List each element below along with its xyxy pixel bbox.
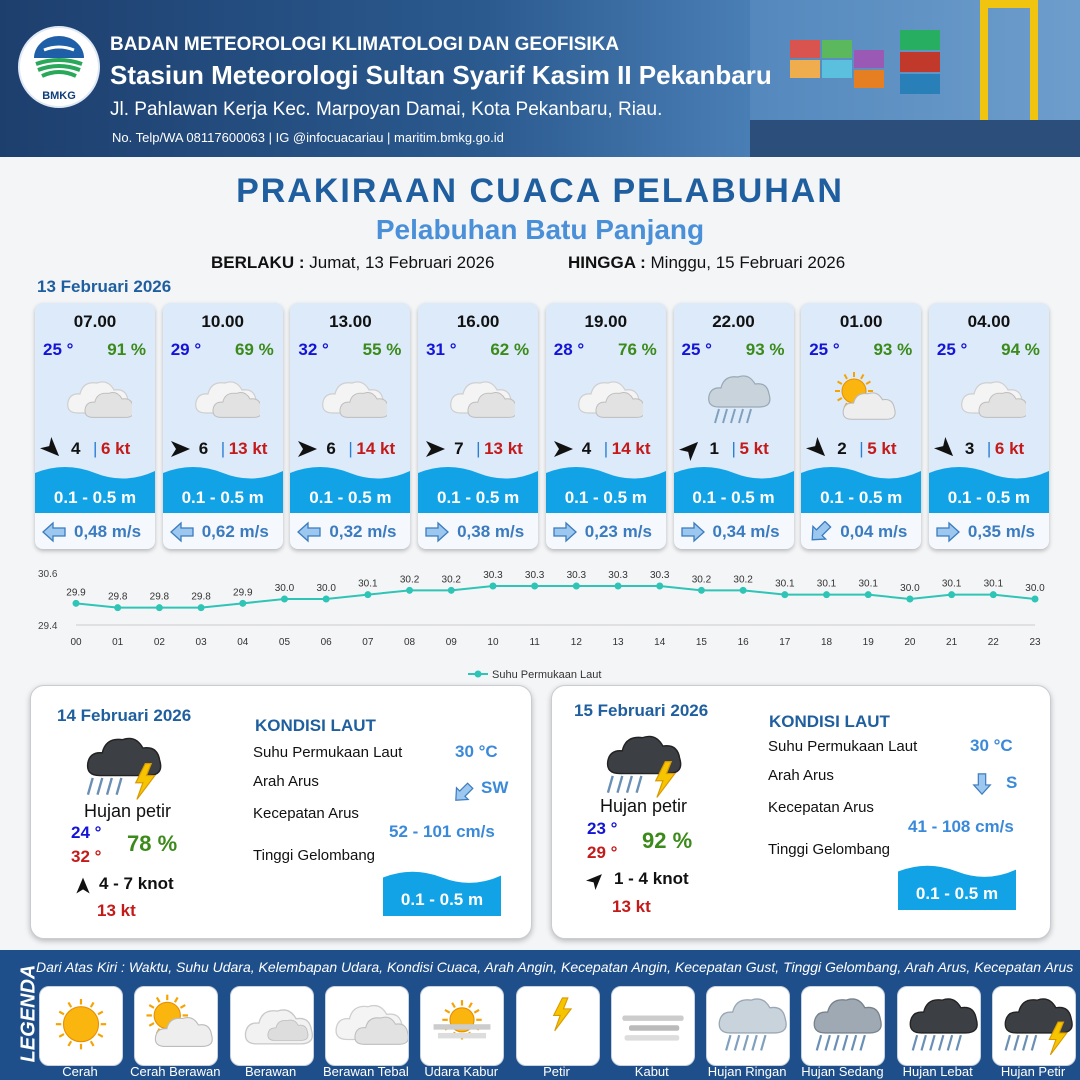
forecast-time: 13.00: [329, 312, 372, 331]
sst-data-label: 29.9: [66, 587, 86, 599]
x-tick-label: 21: [946, 637, 958, 648]
legend-item: [34, 986, 126, 1079]
sst-data-label: 30.1: [816, 578, 837, 590]
gust-speed: 6 kt: [994, 439, 1025, 458]
x-tick-label: 20: [904, 637, 916, 648]
wind-speed: 7: [454, 439, 464, 458]
current-direction-arrow-icon: [970, 773, 994, 800]
sst-data-label: 30.1: [858, 578, 878, 590]
gust-separator: |: [859, 439, 864, 458]
current-speed-value: 52 - 101 cm/s: [389, 822, 495, 841]
legend-icon-box: [897, 986, 981, 1066]
sst-value: 30 °C: [970, 736, 1013, 755]
current-row: [801, 513, 921, 549]
gust-speed: 14 kt: [611, 439, 651, 458]
gust-separator: |: [986, 439, 992, 458]
wind-direction-arrow-icon: [168, 437, 192, 461]
x-tick-label: 19: [862, 637, 874, 648]
legend-marker: [475, 671, 482, 678]
port-name: Pelabuhan Batu Panjang: [375, 214, 705, 245]
gust-separator: |: [93, 439, 98, 458]
sst-point: [615, 583, 622, 590]
current-row: [674, 513, 794, 549]
x-tick-label: 16: [737, 637, 749, 648]
sst-data-label: 30.1: [775, 578, 795, 590]
legend-item-label: Hujan Sedang: [801, 1064, 884, 1079]
legend-item-label: Berawan: [244, 1064, 297, 1079]
wind-speed: 2: [837, 439, 847, 458]
legend-icon-box: [706, 986, 790, 1066]
legend-item-label: Udara Kabur: [424, 1064, 499, 1079]
current-speed: 0,38 m/s: [457, 522, 525, 541]
forecast-card: [801, 303, 921, 549]
current-row: [546, 513, 666, 549]
cerah-berawan-icon: [135, 987, 217, 1057]
wind-speed: 6: [198, 439, 209, 458]
sst-point: [489, 583, 496, 590]
sst-point: [406, 587, 413, 594]
current-speed: 0,48 m/s: [74, 522, 142, 541]
hujan-petir-icon: [76, 728, 162, 804]
sst-point: [156, 604, 163, 611]
bmkg-logo: [18, 26, 100, 108]
humidity: 91 %: [107, 340, 146, 359]
logo-text: BMKG: [42, 90, 76, 102]
valid-to: [568, 253, 845, 273]
air-temperature: 25 °: [809, 340, 840, 359]
berawan-icon: [231, 987, 313, 1057]
sst-data-label: 30.1: [941, 578, 962, 590]
sst-data-label: 30.0: [274, 583, 295, 594]
gust-speed: 6 kt: [101, 439, 131, 458]
hujan-lebat-icon: [898, 987, 980, 1057]
current-speed: 0,34 m/s: [712, 522, 780, 541]
gust-speed: 13 kt: [484, 439, 523, 458]
sst-point: [990, 591, 997, 598]
org-name: BADAN METEOROLOGI KLIMATOLOGI DAN GEOFISIKA: [110, 34, 620, 55]
hujan-sedang-icon: [802, 987, 884, 1057]
current-direction-arrow-icon: [935, 521, 961, 543]
sst-point: [906, 596, 913, 603]
forecast-time: 19.00: [584, 312, 628, 331]
legend-icon-box: [801, 986, 885, 1066]
legend-item: [796, 986, 888, 1079]
kabut-icon: [612, 987, 694, 1057]
sea-condition-heading: KONDISI LAUT: [255, 716, 376, 735]
current-direction-value: SW: [481, 778, 509, 797]
wave-height: 0.1 - 0.5 m: [947, 488, 1030, 507]
berawan-tebal-icon: [954, 369, 1026, 429]
sea-condition-heading: KONDISI LAUT: [769, 712, 890, 731]
current-row: [35, 513, 155, 549]
sst-data-label: 29.8: [149, 591, 170, 603]
wind-direction-arrow-icon: [934, 437, 958, 461]
sst-point: [281, 596, 288, 603]
wave-height: 0.1 - 0.5 m: [309, 488, 392, 507]
legend-item-label: Hujan Lebat: [902, 1064, 973, 1079]
wind-direction-arrow-icon: [40, 437, 64, 461]
station-address: Jl. Pahlawan Kerja Kec. Marpoyan Damai, Kota Pekanbaru, Riau.: [110, 99, 663, 120]
legend-icon-box: [134, 986, 218, 1066]
legend-item-label: Cerah Berawan: [130, 1064, 221, 1079]
humidity: 93 %: [873, 340, 913, 359]
forecast-card: [546, 303, 666, 549]
sst-point: [323, 596, 330, 603]
legend-note: Dari Atas Kiri : Waktu, Suhu Udara, Kelembapan Udara, Kondisi Cuaca, Arah Angin, Kecepatan Angin, Kecepatan Gust, Tinggi Gelombang, Arah Arus, Kecepatan Arus: [36, 959, 1074, 975]
forecast-time: 01.00: [839, 312, 883, 331]
hujan-petir-icon: [993, 987, 1075, 1057]
current-speed: 0,35 m/s: [967, 522, 1035, 541]
current-direction-label: Arah Arus: [253, 773, 319, 790]
wind-direction-arrow-icon: [423, 437, 447, 461]
station-name: Stasiun Meteorologi Sultan Syarif Kasim II Pekanbaru: [110, 60, 772, 90]
legend-item: [892, 986, 984, 1079]
legend-icon-box: [992, 986, 1076, 1066]
x-tick-label: 10: [487, 637, 499, 648]
sst-data-label: 29.9: [233, 587, 253, 599]
day-panel-15: [551, 685, 1051, 939]
temperature-max: 32 °: [71, 847, 102, 866]
sst-point: [823, 591, 830, 598]
wind-speed: 6: [326, 439, 336, 458]
sst-data-label: 30.1: [358, 578, 378, 590]
humidity: 62 %: [490, 340, 530, 359]
x-tick-label: 04: [237, 637, 249, 648]
port-scene-illustration: [750, 0, 1080, 157]
sst-point: [448, 587, 455, 594]
sst-data-label: 30.0: [900, 583, 920, 594]
sst-data-label: 30.1: [983, 578, 1004, 590]
sst-point: [698, 587, 705, 594]
air-temperature: 25 °: [43, 340, 74, 359]
sst-point: [73, 600, 80, 607]
valid-from-value: Jumat, 13 Februari 2026: [309, 253, 495, 272]
legend-item: [129, 986, 221, 1079]
sst-data-label: 30.3: [524, 570, 545, 581]
legend-item-label: Petir: [543, 1064, 570, 1079]
sst-data-label: 30.3: [608, 570, 628, 581]
legend-icon-box: [39, 986, 123, 1066]
hujan-ringan-icon: [699, 369, 771, 429]
wave-height: 0.1 - 0.5 m: [181, 488, 264, 507]
temperature-min: 23 °: [587, 819, 618, 838]
sst-point: [781, 591, 788, 598]
cerah-berawan-icon: [826, 369, 898, 429]
current-row: [290, 513, 410, 549]
x-tick-label: 08: [404, 637, 416, 648]
legend-icon-box: [516, 986, 600, 1066]
x-tick-label: 17: [779, 637, 791, 648]
current-direction-value: S: [1006, 773, 1018, 792]
temperature-min: 24 °: [71, 823, 102, 842]
x-tick-label: 01: [112, 637, 124, 648]
sst-data-label: 30.2: [399, 574, 420, 586]
sst-point: [198, 604, 205, 611]
bmkg-logo-icon: [20, 28, 98, 88]
x-tick-label: 03: [195, 637, 207, 648]
hujan-ringan-icon: [707, 987, 789, 1057]
wave-height: 0.1 - 0.5 m: [820, 488, 903, 507]
sst-data-label: 29.8: [107, 591, 128, 603]
gust-separator: |: [476, 439, 481, 458]
sst-point: [114, 604, 121, 611]
x-tick-label: 13: [612, 637, 624, 648]
air-temperature: 28 °: [553, 340, 585, 359]
sst-data-label: 30.2: [691, 574, 712, 586]
valid-to-value: Minggu, 15 Februari 2026: [650, 253, 846, 272]
humidity: 93 %: [745, 340, 785, 359]
wind-direction-arrow-icon: [295, 437, 319, 461]
sst-point: [364, 591, 371, 598]
sst-point: [740, 587, 747, 594]
weather-condition: Hujan petir: [84, 801, 172, 821]
current-row: [929, 513, 1049, 549]
sst-data-label: 30.3: [566, 570, 587, 581]
berawan-tebal-icon: [188, 369, 260, 429]
air-temperature: 32 °: [298, 340, 329, 359]
wind-speed-range: 4 - 7 knot: [99, 874, 174, 893]
sst-data-label: 30.0: [1025, 583, 1045, 594]
wind-direction-arrow-icon: [586, 870, 606, 890]
sst-point: [531, 583, 538, 590]
day-panel-14: [30, 685, 532, 939]
legend-item: [987, 986, 1079, 1079]
x-tick-label: 07: [362, 637, 374, 648]
legend-item-label: Hujan Ringan: [707, 1064, 787, 1079]
forecast-time: 16.00: [456, 312, 500, 331]
humidity: 69 %: [234, 340, 274, 359]
forecast-card: [163, 303, 283, 549]
legend-label: Suhu Permukaan Laut: [492, 669, 602, 681]
humidity: 92 %: [642, 828, 693, 853]
wind-direction-arrow-icon: [806, 437, 830, 461]
petir-icon: [517, 987, 599, 1057]
temperature-max: 29 °: [587, 843, 618, 862]
gust-speed: 5 kt: [867, 439, 897, 458]
wind-speed-range: 1 - 4 knot: [614, 869, 689, 888]
sst-data-label: 30.2: [441, 574, 461, 586]
sst-data-label: 30.0: [316, 583, 336, 594]
sst-label: Suhu Permukaan Laut: [253, 744, 403, 761]
valid-from: [211, 253, 494, 273]
humidity: 76 %: [618, 340, 657, 359]
forecast-time: 04.00: [967, 312, 1011, 331]
forecast-card: [929, 303, 1049, 549]
gust-speed: 14 kt: [356, 439, 396, 458]
berawan-tebal-icon: [443, 369, 515, 429]
berawan-tebal-icon: [571, 369, 643, 429]
sst-data-label: 29.8: [191, 591, 211, 603]
sst-data-label: 30.2: [733, 574, 753, 586]
legend-icon-box: [230, 986, 314, 1066]
sst-point: [239, 600, 246, 607]
x-tick-label: 09: [445, 637, 457, 648]
legend-item-label: Berawan Tebal: [323, 1064, 409, 1079]
wind-speed: 1: [709, 439, 719, 458]
current-speed-label: Kecepatan Arus: [253, 805, 359, 822]
air-temperature: 29 °: [170, 340, 202, 359]
humidity: 94 %: [1001, 340, 1040, 359]
wave-height-label: Tinggi Gelombang: [768, 841, 891, 858]
legend-item: [320, 986, 412, 1079]
current-speed: 0,32 m/s: [329, 522, 397, 541]
cerah-icon: [40, 987, 122, 1057]
humidity: 55 %: [362, 340, 402, 359]
legend-item-label: Kabut: [634, 1064, 669, 1079]
current-direction-label: Arah Arus: [768, 767, 834, 784]
x-tick-label: 14: [654, 637, 666, 648]
forecast-time: 22.00: [712, 312, 755, 331]
current-direction-arrow-icon: [552, 521, 578, 543]
sst-value: 30 °C: [455, 742, 498, 761]
berawan-tebal-icon: [326, 987, 408, 1057]
x-tick-label: 15: [695, 637, 707, 648]
forecast-card: [418, 303, 538, 549]
current-speed-label: Kecepatan Arus: [768, 799, 874, 816]
x-tick-label: 23: [1029, 637, 1041, 648]
current-speed-value: 41 - 108 cm/s: [908, 817, 1014, 836]
sst-line-chart: [30, 565, 1050, 685]
gust-speed: 13 kt: [97, 901, 136, 920]
current-speed: 0,62 m/s: [201, 522, 269, 541]
sst-data-label: 30.3: [650, 570, 670, 581]
current-speed: 0,23 m/s: [584, 522, 652, 541]
wave-height: 0.1 - 0.5 m: [564, 488, 647, 507]
x-tick-label: 11: [529, 637, 540, 648]
gust-speed: 13 kt: [228, 439, 268, 458]
gust-separator: |: [348, 439, 353, 458]
x-tick-label: 12: [570, 637, 582, 648]
valid-to-label: HINGGA :: [568, 253, 646, 272]
wind-speed: 4: [581, 439, 592, 458]
current-row: [163, 513, 283, 549]
wind-direction-arrow-icon: [73, 876, 93, 896]
hujan-petir-icon: [596, 726, 682, 802]
panel-date: 15 Februari 2026: [574, 701, 709, 720]
current-direction-arrow-icon: [680, 521, 706, 543]
wind-direction-arrow-icon: [679, 437, 703, 461]
current-direction-arrow-icon: [41, 521, 67, 543]
wave-height-label: Tinggi Gelombang: [253, 847, 376, 864]
valid-from-label: BERLAKU :: [211, 253, 305, 272]
legend-item: [606, 986, 698, 1079]
current-direction-arrow-icon: [807, 521, 833, 543]
sst-point: [865, 591, 872, 598]
wave-height-value: 0.1 - 0.5 m: [915, 884, 999, 903]
berawan-tebal-icon: [315, 369, 387, 429]
forecast-card: [674, 303, 794, 549]
header-banner: [0, 0, 1080, 157]
wave-height: 0.1 - 0.5 m: [692, 488, 775, 507]
weather-condition: Hujan petir: [600, 796, 688, 816]
forecast-card: [290, 303, 410, 549]
panel-date: 14 Februari 2026: [57, 706, 192, 725]
gust-separator: |: [603, 439, 609, 458]
forecast-card: [35, 303, 155, 549]
gust-speed: 5 kt: [739, 439, 769, 458]
sst-point: [573, 583, 580, 590]
air-temperature: 25 °: [936, 340, 968, 359]
sst-point: [656, 583, 663, 590]
current-direction-arrow-icon: [424, 521, 450, 543]
humidity: 78 %: [127, 831, 178, 856]
sst-label: Suhu Permukaan Laut: [768, 738, 918, 755]
x-tick-label: 18: [820, 637, 833, 648]
wind-speed: 4: [71, 439, 81, 458]
wind-speed: 3: [964, 439, 975, 458]
current-direction-arrow-icon: [296, 521, 322, 543]
legend-item: [701, 986, 793, 1079]
legend-title: LEGENDA: [17, 964, 40, 1063]
legend-item-label: Cerah: [62, 1064, 98, 1079]
gust-speed: 13 kt: [612, 897, 651, 916]
air-temperature: 31 °: [426, 340, 457, 359]
forecast-time: 10.00: [201, 312, 244, 331]
berawan-tebal-icon: [60, 369, 132, 429]
sst-point: [948, 591, 955, 598]
wave-height-value: 0.1 - 0.5 m: [400, 890, 484, 909]
legend-icon-box: [325, 986, 409, 1066]
sst-series-line: [76, 586, 1035, 608]
legend-item: [511, 986, 603, 1079]
current-speed: 0,04 m/s: [840, 522, 908, 541]
wave-height: 0.1 - 0.5 m: [53, 488, 137, 507]
y-tick-label: 30.6: [38, 569, 58, 580]
wave-height: 0.1 - 0.5 m: [436, 488, 520, 507]
day1-date: 13 Februari 2026: [37, 277, 172, 296]
x-tick-label: 05: [278, 637, 291, 648]
x-tick-label: 00: [70, 637, 82, 648]
udara-kabur-icon: [421, 987, 503, 1057]
current-row: [418, 513, 538, 549]
y-tick-label: 29.4: [38, 621, 58, 632]
station-contact: No. Telp/WA 08117600063 | IG @infocuacariau | maritim.bmkg.go.id: [112, 130, 504, 145]
legend-item-label: Hujan Petir: [1000, 1064, 1066, 1079]
gust-separator: |: [731, 439, 736, 458]
x-tick-label: 22: [987, 637, 999, 648]
legend-item: [415, 986, 507, 1079]
legend-icon-box: [611, 986, 695, 1066]
forecast-time: 07.00: [73, 312, 117, 331]
sst-point: [1032, 596, 1039, 603]
x-tick-label: 02: [153, 637, 165, 648]
page-title: PRAKIRAAN CUACA PELABUHAN: [236, 172, 844, 210]
sst-data-label: 30.3: [483, 570, 503, 581]
air-temperature: 25 °: [681, 340, 712, 359]
legend-item: [225, 986, 317, 1079]
current-direction-arrow-icon: [451, 782, 475, 809]
gust-separator: |: [220, 439, 226, 458]
x-tick-label: 06: [320, 637, 332, 648]
current-direction-arrow-icon: [169, 521, 195, 543]
wind-direction-arrow-icon: [551, 437, 575, 461]
legend-icon-box: [420, 986, 504, 1066]
